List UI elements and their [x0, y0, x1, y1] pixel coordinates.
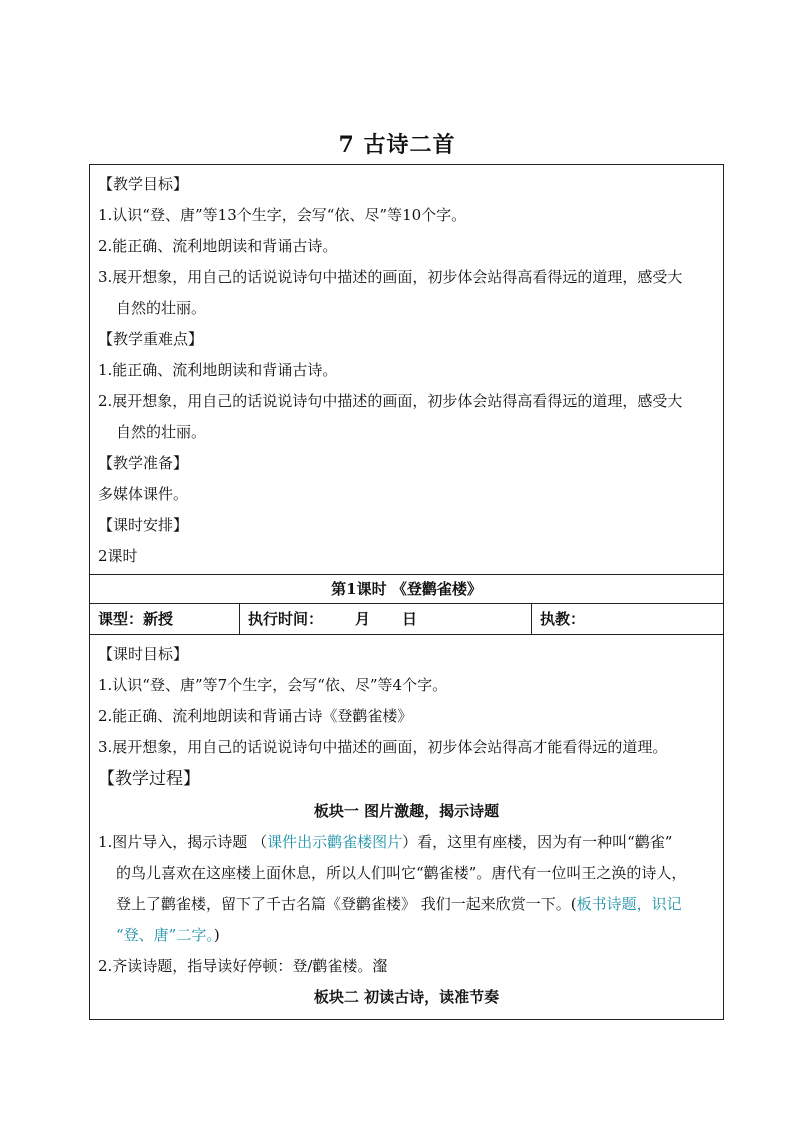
text-run: 1.图片导入，揭示诗题 （ [98, 833, 268, 851]
goal-line: 2.能正确、流利地朗读和背诵古诗。 [98, 237, 338, 255]
block2-title: 板块二 初读古诗，读准节奏 [313, 988, 500, 1006]
lesson-goal-line: 2.能正确、流利地朗读和背诵古诗《登鹳雀楼》 [98, 707, 413, 725]
process-paragraph-line: 的鸟儿喜欢在这座楼上面休息，所以人们叫它“鹳雀楼”。唐代有一位叫王之涣的诗人， [116, 864, 687, 882]
time-label: 执行时间： [248, 610, 324, 628]
teaching-goals-header: 【教学目标】 [98, 175, 189, 193]
key-point-line: 2.展开想象，用自己的话说说诗句中描述的画面，初步体会站得高看得远的道理，感受大 [98, 392, 683, 410]
lesson-type-cell: 课型：新授 [90, 604, 240, 634]
text-run: 登上了鹳雀楼，留下了千古名篇《登鹳雀楼》 我们一起来欣赏一下。( [116, 895, 577, 913]
board-note: 板书诗题，识记 [576, 895, 682, 913]
block1-title: 板块一 图片激趣，揭示诗题 [313, 802, 500, 820]
key-points-header: 【教学重难点】 [98, 330, 204, 348]
goal-line: 1.认识“登、唐”等13个生字，会写“依、尽”等10个字。 [98, 206, 467, 224]
process-paragraph-line [98, 827, 715, 858]
schedule-text: 2课时 [98, 547, 138, 565]
key-point-line: 自然的壮丽。 [116, 423, 207, 441]
courseware-note: 课件出示鹳雀楼图片 [267, 833, 403, 851]
schedule-header: 【课时安排】 [98, 516, 189, 534]
lesson-goal-line: 1.认识“登、唐”等7个生字，会写“依、尽”等4个字。 [98, 676, 448, 694]
lesson-goal-line: 3.展开想象，用自己的话说说诗句中描述的画面，初步体会站得高才能看得远的道理。 [98, 738, 668, 756]
lesson-goals-header: 【课时目标】 [98, 645, 189, 663]
lesson-detail-box [89, 634, 724, 1020]
goal-line: 3.展开想象，用自己的话说说诗句中描述的画面，初步体会站得高看得远的道理，感受大 [98, 268, 683, 286]
process-paragraph-line [98, 889, 715, 920]
lesson-heading-row [89, 574, 724, 604]
page-title: 7 古诗二首 [338, 132, 456, 158]
prep-header: 【教学准备】 [98, 454, 189, 472]
text-run: ）看，这里有座楼，因为有一种叫“鹳雀” [402, 833, 673, 851]
process-header: 【教学过程】 [98, 769, 200, 789]
goal-line: 自然的壮丽。 [116, 299, 207, 317]
month-label: 月 [355, 610, 371, 628]
process-paragraph-line [98, 920, 715, 951]
prep-text: 多媒体课件。 [98, 485, 189, 503]
text-run: ) [213, 926, 220, 944]
lesson-teacher-cell: 执教： [540, 610, 586, 628]
board-note: “登、唐”二字。 [116, 926, 214, 944]
lesson-time-cell [240, 604, 532, 634]
day-label: 日 [402, 610, 418, 628]
lesson-heading: 第1课时 《登鹳雀楼》 [331, 580, 482, 598]
process-paragraph-line: 2.齐读诗题，指导读好停顿：登/鹳雀楼。瀣 [98, 957, 388, 975]
overview-box [89, 164, 724, 575]
key-point-line: 1.能正确、流利地朗读和背诵古诗。 [98, 361, 338, 379]
lesson-info-row [89, 603, 724, 635]
